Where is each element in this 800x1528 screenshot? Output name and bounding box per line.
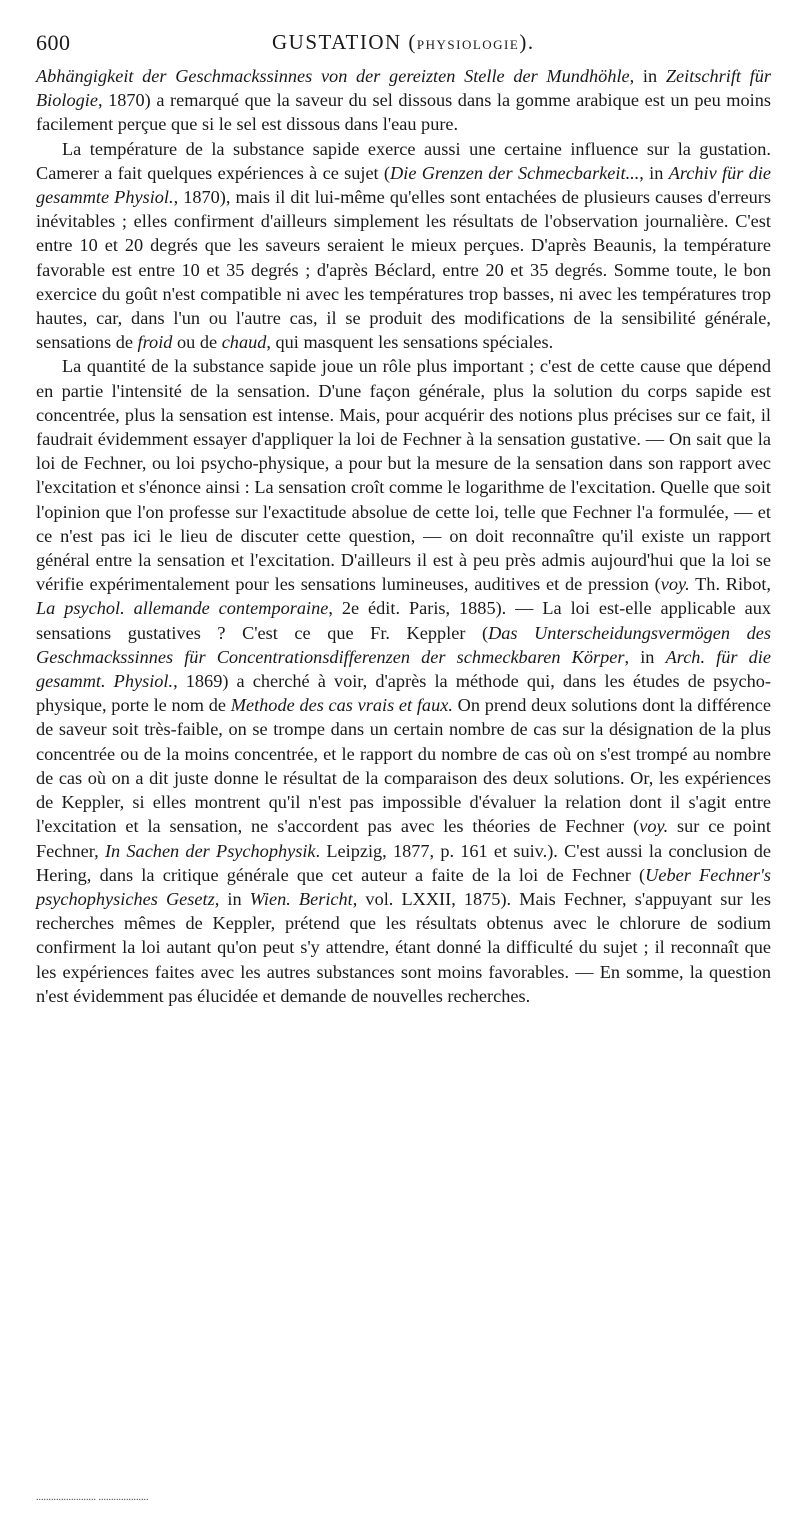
running-head-main: GUSTATION ( (272, 30, 417, 54)
text-run: , 2e édit. Paris, 1885). — La loi est-elle applicable aux sensations gustatives ? C'est ce que Fr. Keppler ( (36, 598, 771, 643)
text-run: On prend deux solutions dont la différence de saveur soit très-faible, on se trompe dans un certain nombre de cas sur la désignation de la plus concentrée ou de la moins concentrée, et le rapport du nombre de cas où on s'est trompé au nombre de cas où on a dit juste donne le résultat de la comparaison des deux solutions. Or, les expériences de Keppler, si elles montrent qu'il n'est pas impossible d'évaluer la relation dont il s'agit entre l'excitation et la sensation, ne s'accordent pas avec les théories de Fechner ( (36, 695, 771, 837)
italic-text: voy. (660, 574, 690, 595)
footer-rule: ........................ .................... (36, 1492, 149, 1503)
italic-text: Ueber Fechner's psychophysiches Gesetz (36, 864, 771, 909)
italic-text: Das Unterscheidungsvermögen des Geschmackssinnes für Concentrationsdifferenzen der schmeckbaren Körper (36, 622, 771, 667)
text-run: , qui masquent les sensations spéciales. (266, 332, 554, 353)
running-head (272, 30, 535, 55)
text-run: , in (624, 646, 666, 667)
book-page (36, 0, 771, 1528)
italic-text: Arch. für die gesammt. Physiol. (36, 646, 771, 692)
paragraph-2 (36, 137, 771, 355)
text-run: , in (639, 162, 669, 183)
text-run: La quantité de la substance sapide joue un rôle plus important ; c'est de cette cause que dépend en partie l'intensité de la sensation. D'une façon générale, plus la solution du corps sapide est concentrée, plus la sensation est intense. Mais, pour acquérir des notions plus précises sur ce fait, il faudrait évidemment essayer d'appliquer la loi de Fechner à la sensation gustative. — On sait que la loi de Fechner, ou loi psycho-physique, a pour but la mesure de la sensation dans son rapport avec l'excitation et s'énonce ainsi : La sensation croît comme le logarithme de l'excitation. Quelle que soit l'opinion que l'on professe sur l'exactitude absolue de cette loi, telle que Fechner l'a formulée, — et ce n'est pas ici le lieu de discuter cette question, — on doit reconnaître qu'il existe un rapport général entre la sensation et l'excitation. D'ailleurs il est à peu près admis aujourd'hui que la loi se vérifie expérimentalement pour les sensations lumineuses, auditives et de pression ( (36, 356, 771, 595)
text-run: Th. Ribot, (689, 574, 771, 595)
italic-text: Wien. Bericht (249, 888, 353, 909)
body-text (36, 64, 771, 1008)
paragraph-1 (36, 64, 771, 137)
page-header (36, 30, 771, 56)
running-head-sub: PHYSIOLOGIE (416, 37, 520, 52)
italic-text: Abhängigkeit der Geschmackssinnes von der gereizten Stelle der Mundhöhle (36, 66, 630, 86)
italic-text: froid (137, 332, 173, 353)
italic-text: Archiv für die gesammte Physiol. (36, 162, 772, 208)
text-run: sur ce point Fechner, (36, 816, 771, 861)
text-run: , in (629, 66, 666, 86)
text-run: La température de la substance sapide exerce aussi une certaine influence sur la gustation. Camerer a fait quelques expériences à ce sujet ( (36, 138, 771, 183)
italic-text: Die Grenzen der Schmecbarkeit... (390, 162, 640, 183)
text-run: , in (214, 888, 250, 909)
italic-text: Zeitschrift für Biologie (36, 66, 771, 111)
text-run: , 1870), mais il dit lui-même qu'elles sont entachées de plusieurs causes d'erreurs inévitables ; elles confirment d'ailleurs simplement les résultats de l'observation journalière. C'est entre 10 et 20 degrés que les saveurs seraient le mieux perçues. D'après Beaunis, la température favorable est entre 10 et 35 degrés ; d'après Béclard, entre 20 et 35 degrés. Somme toute, le bon exercice du goût n'est compatible ni avec les températures trop basses, ni avec les températures trop hautes, car, dans l'un ou l'autre cas, il se produit des modifications de la sensibilité générale, sensations de (36, 187, 771, 353)
paragraph-3 (36, 354, 771, 1007)
text-run: , vol. LXXII, 1875). Mais Fechner, s'appuyant sur les recherches mêmes de Keppler, prétend que les résultats obtenus avec le chlorure de sodium confirment la loi autant qu'on peut s'y attendre, étant donné la difficulté du sujet ; il reconnaît que les expériences faites avec les autres substances sont moins favorables. — En somme, la question n'est évidemment pas élucidée et demande de nouvelles recherches. (36, 888, 771, 1006)
text-run: , 1870) a remarqué que la saveur du sel dissous dans la gomme arabique est un peu moins facilement perçue que si le sel est dissous dans l'eau pure. (36, 90, 771, 135)
italic-text: In Sachen der Psychophysik (104, 840, 316, 861)
italic-text: chaud (221, 332, 267, 353)
page-number: 600 (36, 30, 71, 55)
text-run: . Leipzig, 1877, p. 161 et suiv.). C'est aussi la conclusion de Hering, dans la critique générale que cet auteur a faite de la loi de Fechner ( (36, 840, 772, 885)
italic-text: Methode des cas vrais et faux. (230, 695, 453, 716)
italic-text: voy. (639, 816, 669, 837)
italic-text: La psychol. allemande contemporaine (36, 598, 329, 619)
text-run: ou de (172, 332, 222, 353)
running-head-close: ). (519, 30, 535, 54)
text-run: , 1869) a cherché à voir, d'après la méthode qui, dans les études de psycho-physique, porte le nom de (36, 671, 771, 716)
